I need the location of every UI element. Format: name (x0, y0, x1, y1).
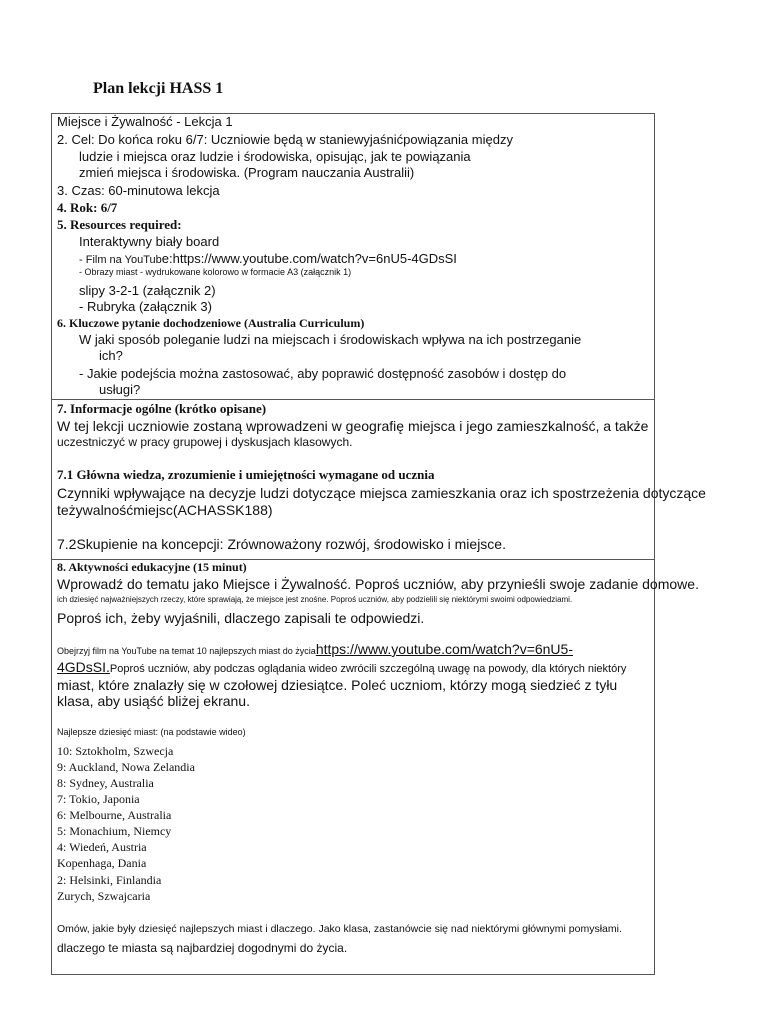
top-cities-heading: Najlepsze dziesięć miast: (na podstawie wideo) (57, 727, 246, 737)
page-title: Plan lekcji HASS 1 (93, 80, 224, 97)
lesson-overview-box (51, 113, 655, 400)
list-item: 6: Melbourne, Australia (57, 808, 172, 822)
list-item: 5: Monachium, Niemcy (57, 824, 172, 838)
concept-focus: 7.2Skupienie na koncepcji: Zrównoważony rozwój, środowisko i miejsce. (57, 536, 506, 552)
resource-youtube-link[interactable]: e:https://www.youtube.com/watch?v=6nU5-4GDsSI (161, 251, 457, 266)
key-question-2-cont: usługi? (99, 382, 141, 397)
list-item: 4: Wiedeń, Austria (57, 840, 147, 854)
discussion-line-1: Omów, jakie były dziesięć najlepszych miast i dlaczego. Jako klasa, zastanówcie się nad niektórymi głównymi pomysłami. (57, 923, 622, 935)
goal-line-2: ludzie i miejsca oraz ludzie i środowiska, opisując, jak te powiązania (79, 149, 471, 164)
list-item: Kopenhaga, Dania (57, 856, 147, 870)
time-line: 3. Czas: 60-minutowa lekcja (57, 183, 220, 198)
list-item: 8: Sydney, Australia (57, 776, 154, 790)
general-info-box (51, 399, 706, 560)
knowledge-heading: 7.1 Główna wiedza, zrozumienie i umiejętności wymagane od ucznia (57, 467, 435, 482)
knowledge-line-2: teżywalnośćmiejsc(ACHASSK188) (57, 502, 273, 518)
lesson-name: Miejsce i Żywalność - Lekcja 1 (57, 114, 233, 129)
year-heading: 4. Rok: 6/7 (57, 200, 118, 215)
general-info-line-1: W tej lekcji uczniowie zostaną wprowadzeni w geografię miejsca i jego zamieszkalność, a także (57, 418, 649, 434)
list-item: 2: Helsinki, Finlandia (57, 873, 162, 887)
key-question-2: - Jakie podejścia można zastosować, aby poprawić dostępność zasobów i dostęp do (79, 366, 567, 381)
resource-whiteboard: Interaktywny biały board (79, 234, 220, 249)
resource-youtube (79, 250, 457, 268)
resource-slips: slipy 3-2-1 (załącznik 2) (79, 283, 216, 298)
activity-line-3: Poproś ich, żeby wyjaśnili, dlaczego zapisali te odpowiedzi. (57, 610, 425, 626)
resources-heading: 5. Resources required: (57, 217, 182, 232)
general-info-line-2: uczestniczyć w pracy grupowej i dyskusjach klasowych. (57, 435, 353, 449)
activity-video-instructions: Poproś uczniów, aby podczas oglądania wideo zwrócili szczególną uwagę na powody, dla których niektóry (109, 663, 627, 675)
knowledge-line-1: Czynniki wpływające na decyzje ludzi dotyczące miejsca zamieszkania oraz ich spostrzeżenia dotyczące (57, 485, 706, 501)
key-question-heading: 6. Kluczowe pytanie dochodzeniowe (Australia Curriculum) (57, 316, 365, 330)
goal-line-3: zmień miejsca i środowiska. (Program nauczania Australii) (79, 165, 415, 180)
key-question-1-cont: ich? (99, 348, 123, 363)
goal-line-1: 2. Cel: Do końca roku 6/7: Uczniowie będą w staniewyjaśnićpowiązania między (57, 132, 513, 147)
activity-video-line-2 (57, 659, 626, 677)
activity-video-link-end[interactable]: 4GDsSI. (57, 659, 110, 675)
activity-line-6: miast, które znalazły się w czołowej dziesiątce. Poleć uczniom, którzy mogą siedzieć z tyłu (57, 677, 618, 693)
discussion-line-2: dlaczego te miasta są najbardziej dogodnymi do życia. (57, 941, 348, 955)
list-item: 9: Auckland, Nowa Zelandia (57, 760, 195, 774)
key-question-1: W jaki sposób poleganie ludzi na miejscach i środowiskach wpływa na ich postrzeganie (79, 332, 582, 347)
activity-line-7: klasa, aby usiąść bliżej ekranu. (57, 693, 250, 709)
activity-video-link[interactable]: https://www.youtube.com/watch?v=6nU5- (315, 641, 573, 657)
list-item: 10: Sztokholm, Szwecja (57, 744, 174, 758)
list-item: Zurych, Szwajcaria (57, 889, 151, 903)
activity-line-2: ich dziesięć najważniejszych rzeczy, które sprawiają, że miejsce jest znośne. Poproś uczniów, aby podzielili się niektórymi swoimi odpowiedziami. (57, 595, 573, 604)
activities-heading: 8. Aktywności edukacyjne (15 minut) (57, 560, 247, 574)
activity-video-line (57, 641, 573, 659)
general-info-heading: 7. Informacje ogólne (krótko opisane) (57, 401, 267, 416)
resource-rubric: - Rubryka (załącznik 3) (79, 299, 212, 314)
resource-city-images: - Obrazy miast - wydrukowane kolorowo w formacie A3 (załącznik 1) (79, 267, 352, 277)
list-item: 7: Tokio, Japonia (57, 792, 140, 806)
resource-youtube-label: - Film na YouTub (79, 254, 162, 266)
activity-video-text: Obejrzyj film na YouTube na temat 10 najlepszych miast do życia (57, 646, 316, 656)
activities-box (51, 559, 699, 975)
activity-line-1: Wprowadź do tematu jako Miejsce i Żywalność. Poproś uczniów, aby przynieśli swoje zadanie domowe. (57, 576, 699, 592)
